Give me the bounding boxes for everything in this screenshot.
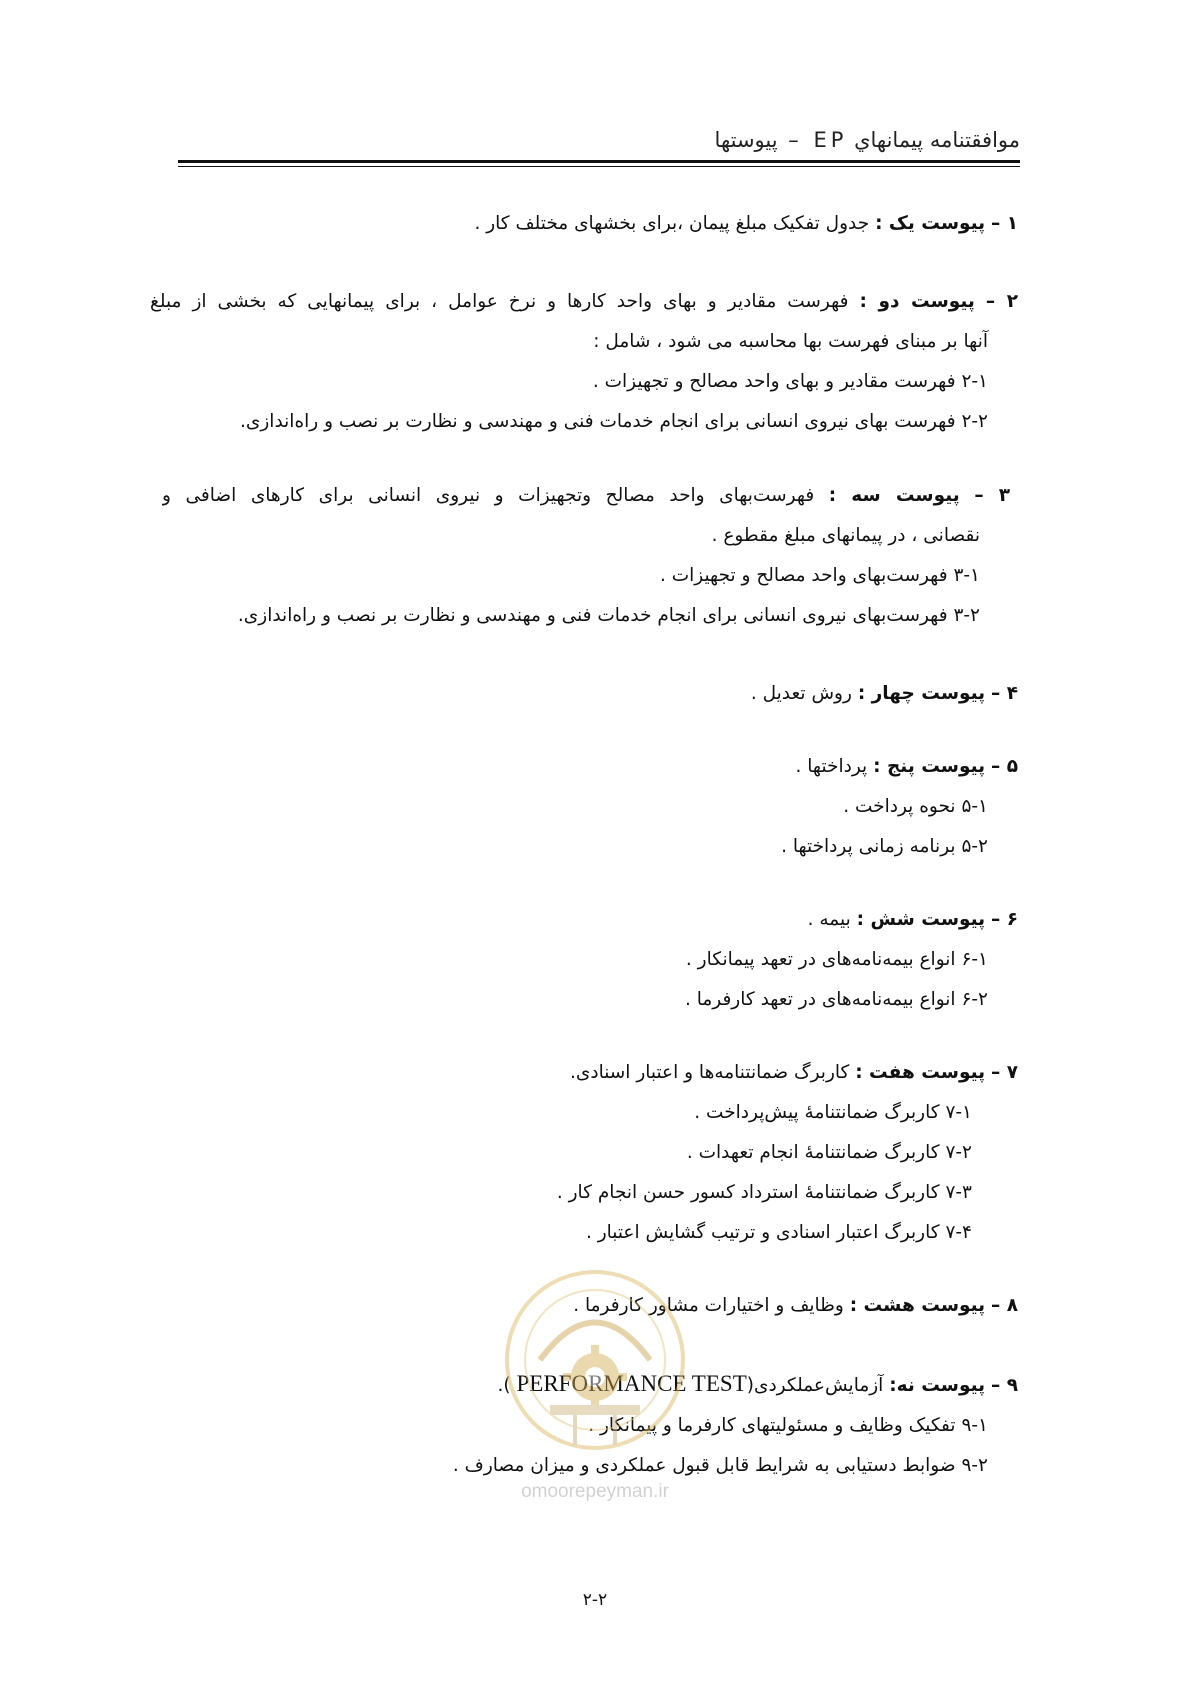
sub-item: ۶-۱ انواع بیمه‌نامه‌های در تعهد پیمانکار .	[685, 949, 988, 970]
appendix-section-3	[150, 476, 1018, 636]
sub-item: ۹-۲ ضوابط دستیابی به شرایط قابل قبول عملکردی و میزان مصارف .	[452, 1455, 988, 1476]
section-text: وظایف و اختیارات مشاور کارفرما .	[573, 1295, 844, 1316]
section-continuation: آنها بر مبنای فهرست بها محاسبه می شود ، شامل :	[593, 331, 988, 352]
appendix-section-4	[150, 674, 1018, 714]
sub-item: ۵-۲ برنامه زمانی پرداختها .	[781, 836, 988, 857]
section-title: پیوست هشت :	[849, 1295, 986, 1316]
section-text: آزمایش‌عملکردی(	[746, 1375, 884, 1396]
section-title: پیوست دو :	[859, 291, 975, 312]
header-rule-thin	[178, 166, 1020, 167]
sub-item: ۳-۱ فهرست‌بهای واحد مصالح و تجهیزات .	[659, 565, 980, 586]
section-text: پرداختها .	[795, 756, 868, 777]
section-title: پیوست پنج :	[873, 756, 986, 777]
section-heading	[150, 204, 1018, 244]
section-number: ۵ –	[991, 756, 1018, 777]
watermark-text: omoorepeyman.ir	[521, 1481, 669, 1502]
section-text: بیمه .	[807, 909, 851, 930]
page-header-title: موافقتنامه پیمانهاي EP – پیوستها	[714, 128, 1020, 152]
sub-item: ۷-۳ کاربرگ ضمانتنامهٔ استرداد کسور حسن انجام کار .	[556, 1182, 972, 1203]
appendix-section-1	[150, 204, 1018, 244]
section-heading	[150, 674, 1018, 714]
header-rule-thick	[178, 160, 1020, 163]
appendix-section-7	[150, 1053, 1018, 1253]
section-text: فهرست مقادیر و بهای واحد کارها و نرخ عوامل ، برای پیمانهایی که بخشی از مبلغ	[150, 291, 849, 312]
section-title: پیوست هفت :	[855, 1062, 986, 1083]
section-number: ۱ –	[991, 213, 1018, 234]
section-heading	[150, 1053, 1018, 1093]
sub-item: ۳-۲ فهرست‌بهای نیروی انسانی برای انجام خدمات فنی و مهندسی و نظارت بر نصب و راه‌اندازی.	[237, 605, 980, 626]
section-number: ۸ –	[991, 1295, 1018, 1316]
appendix-section-5	[150, 747, 1018, 867]
section-text: روش تعدیل .	[750, 683, 852, 704]
section-number: ۷ –	[991, 1062, 1018, 1083]
page-number: ۲-۲	[582, 1590, 608, 1610]
section-text: جدول تفکیک مبلغ پیمان ،برای بخشهای مختلف کار .	[474, 213, 870, 234]
sub-item: ۹-۱ تفکیک وظایف و مسئولیتهای کارفرما و پیمانکار .	[588, 1415, 988, 1436]
section-heading	[150, 282, 1018, 322]
section-number: ۹ –	[991, 1375, 1018, 1396]
appendix-section-2	[150, 282, 1018, 442]
sub-item: ۲-۲ فهرست بهای نیروی انسانی برای انجام خدمات فنی و مهندسی و نظارت بر نصب و راه‌اندازی.	[240, 411, 988, 432]
section-number: ۴ –	[991, 683, 1018, 704]
section-number: ۶ –	[991, 909, 1018, 930]
sub-item: ۷-۱ کاربرگ ضمانتنامهٔ پیش‌پرداخت .	[694, 1102, 972, 1123]
section-text-end: ).	[497, 1375, 511, 1396]
section-number: ۲ –	[985, 291, 1018, 312]
section-continuation: نقصانی ، در پیمانهای مبلغ مقطوع .	[711, 525, 980, 546]
section-title: پیوست شش :	[856, 909, 986, 930]
section-title: پیوست چهار :	[857, 683, 986, 704]
section-heading	[150, 1364, 1018, 1406]
appendix-section-9	[150, 1364, 1018, 1486]
section-heading	[150, 900, 1018, 940]
section-heading	[150, 747, 1018, 787]
sub-item: ۶-۲ انواع بیمه‌نامه‌های در تعهد کارفرما .	[684, 989, 988, 1010]
sub-item: ۷-۲ کاربرگ ضمانتنامهٔ انجام تعهدات .	[686, 1142, 972, 1163]
section-text: کاربرگ ضمانتنامه‌ها و اعتبار اسنادی.	[569, 1062, 850, 1083]
section-title: پیوست سه :	[828, 485, 960, 506]
section-text: فهرست‌بهای واحد مصالح وتجهیزات و نیروی انسانی برای کارهای اضافی و	[162, 485, 815, 506]
appendix-section-6	[150, 900, 1018, 1020]
sub-item: ۵-۱ نحوه پرداخت .	[843, 796, 988, 817]
section-number: ۳ –	[974, 485, 1010, 506]
appendix-list	[150, 204, 1018, 1486]
section-title: پیوست یک :	[875, 213, 986, 234]
sub-item: ۷-۴ کاربرگ اعتبار اسنادی و ترتیب گشایش اعتبار .	[585, 1222, 972, 1243]
section-heading	[162, 476, 1010, 516]
section-heading	[150, 1286, 1018, 1326]
sub-item: ۲-۱ فهرست مقادیر و بهای واحد مصالح و تجهیزات .	[592, 371, 988, 392]
appendix-section-8	[150, 1286, 1018, 1326]
section-latin-text: PERFORMANCE TEST	[516, 1371, 747, 1396]
section-title: پیوست نه:	[889, 1375, 986, 1396]
